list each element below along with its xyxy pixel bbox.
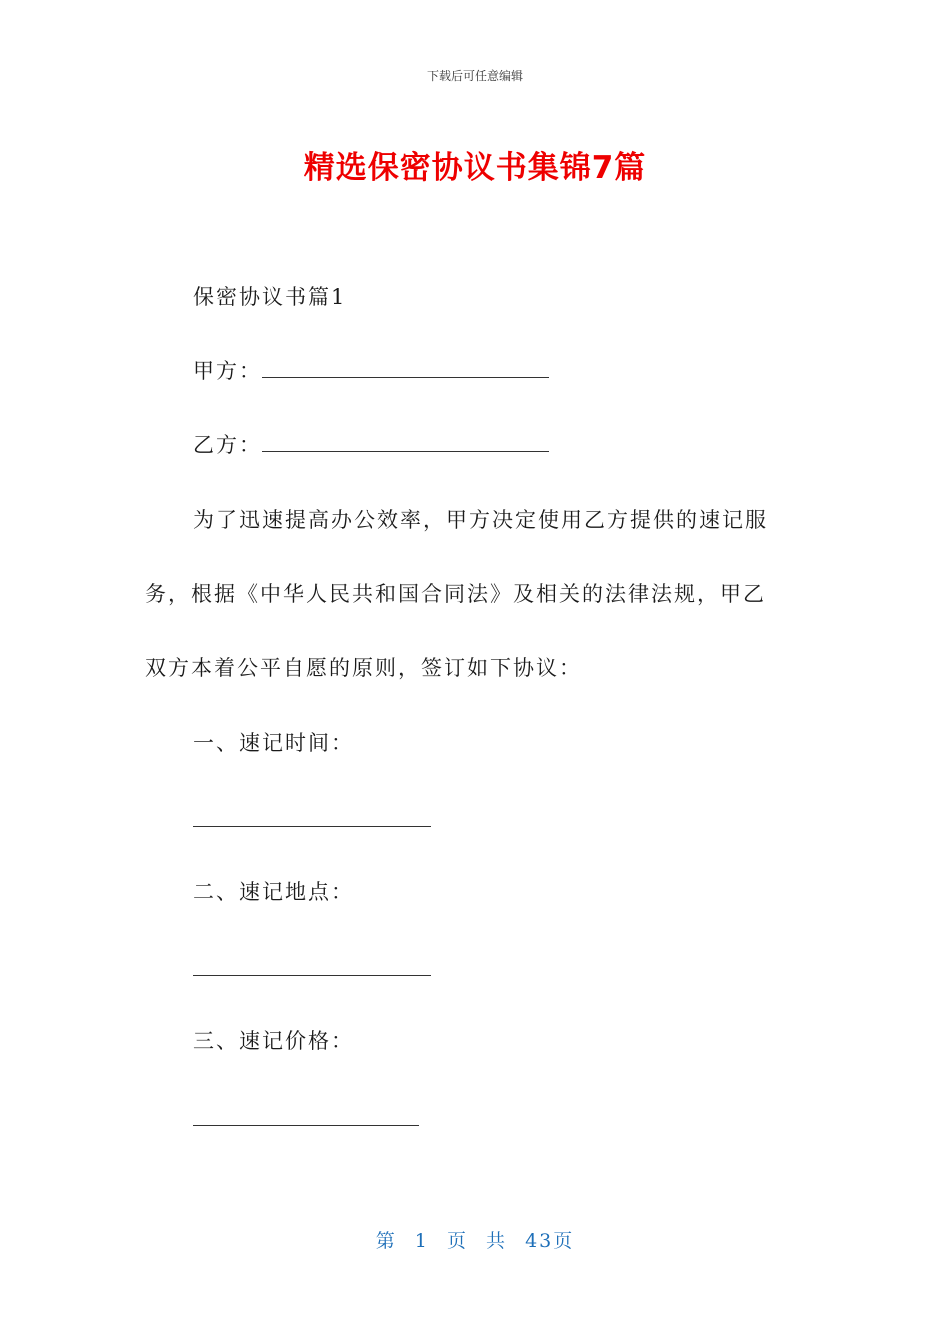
footer-page-number: 1 — [414, 1230, 429, 1252]
party-a-label: 甲方： — [193, 359, 262, 383]
item-time-blank — [193, 826, 431, 827]
header-note: 下载后可任意编辑 — [426, 69, 523, 83]
paragraph-line-2: 务，根据《中华人民共和国合同法》及相关的法律法规，甲乙 — [145, 582, 766, 606]
item-price-label: 三、速记价格： — [193, 1029, 354, 1053]
item-price-blank — [193, 1125, 419, 1126]
party-a-row — [193, 357, 549, 385]
section-heading: 保密协议书篇1 — [193, 285, 347, 309]
footer-gong: 共 — [486, 1230, 508, 1252]
party-b-row — [193, 431, 549, 459]
item-location-label: 二、速记地点： — [193, 880, 354, 904]
party-b-label: 乙方： — [193, 433, 262, 457]
item-location-blank — [193, 975, 431, 976]
document-title: 精选保密协议书集锦7篇 — [303, 150, 647, 186]
paragraph-line-3: 双方本着公平自愿的原则，签订如下协议： — [145, 656, 582, 680]
footer-ye: 页 — [446, 1230, 468, 1252]
item-time-label: 一、速记时间： — [193, 731, 354, 755]
party-b-blank — [262, 450, 549, 452]
party-a-blank — [262, 376, 549, 378]
page-footer — [0, 1226, 950, 1253]
footer-total-pages: 43页 — [525, 1230, 575, 1252]
paragraph-line-1: 为了迅速提高办公效率，甲方决定使用乙方提供的速记服 — [193, 508, 768, 532]
footer-di: 第 — [375, 1230, 397, 1252]
